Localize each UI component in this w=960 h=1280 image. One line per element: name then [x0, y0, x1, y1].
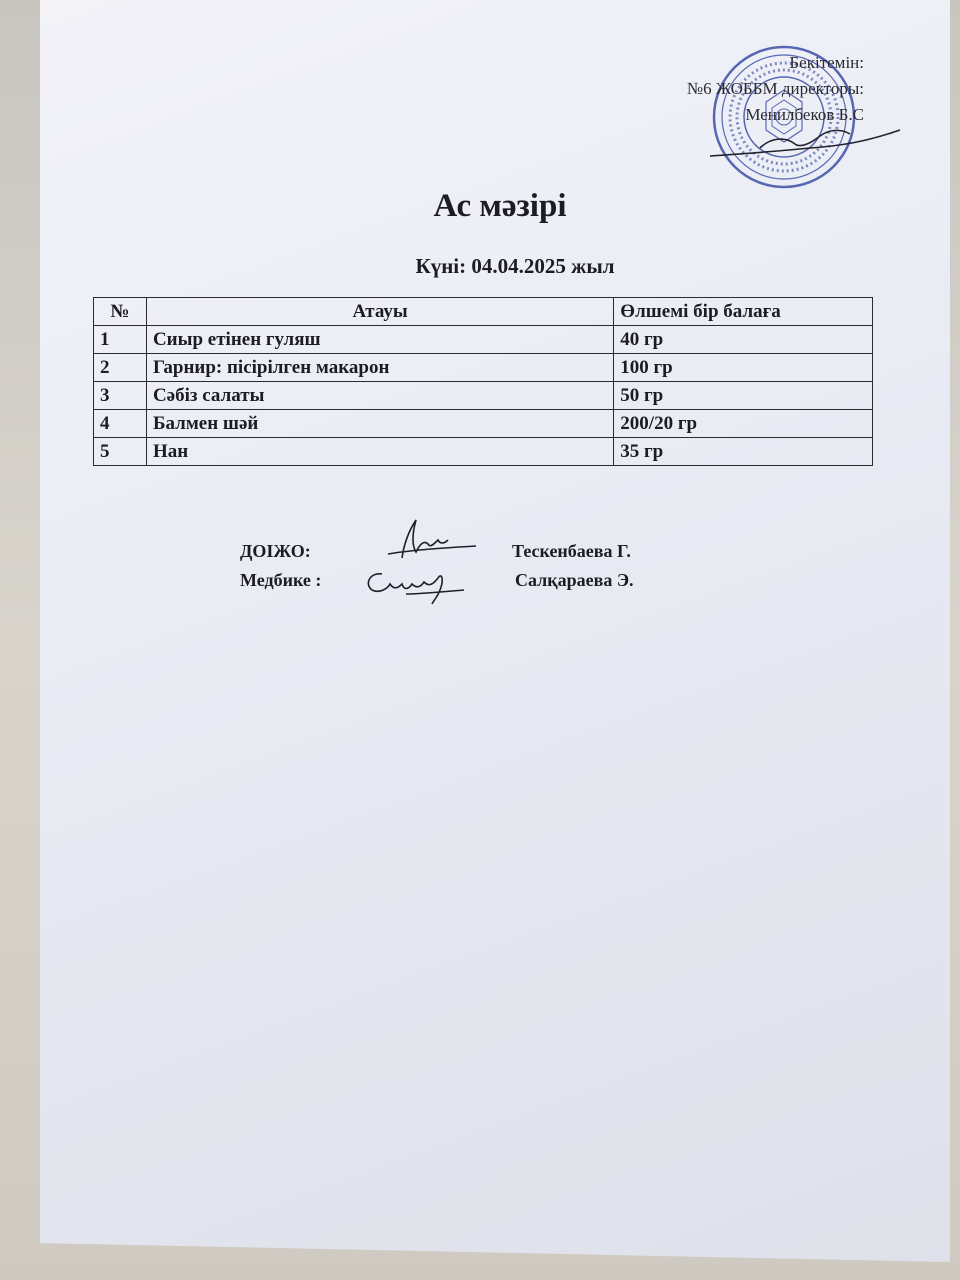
row-number: 5 [94, 438, 147, 466]
signer2-signature [360, 560, 470, 610]
signer2-name: Салқараева Э. [515, 570, 634, 590]
row-quantity: 35 гр [614, 438, 873, 466]
approval-name: Менилбеков Б.С [745, 105, 864, 124]
row-dish-name: Сәбіз салаты [146, 382, 613, 410]
table-row [94, 410, 873, 438]
row-dish-name: Балмен шәй [146, 410, 613, 438]
table-header-row [94, 298, 873, 326]
row-quantity: 100 гр [614, 354, 873, 382]
row-dish-name: Гарнир: пісірілген макарон [146, 354, 613, 382]
menu-table [93, 297, 873, 466]
table-row [94, 438, 873, 466]
table-row [94, 382, 873, 410]
approval-block [687, 50, 864, 128]
approval-label: Бекітемін: [789, 53, 864, 72]
row-quantity: 40 гр [614, 326, 873, 354]
row-number: 4 [94, 410, 147, 438]
row-quantity: 200/20 гр [614, 410, 873, 438]
table-row [94, 326, 873, 354]
header-number: № [94, 298, 147, 326]
signer1-name: Тескенбаева Г. [512, 541, 631, 561]
table-row [94, 354, 873, 382]
approval-position: №6 ЖОББМ директоры: [686, 79, 864, 98]
row-number: 2 [94, 354, 147, 382]
header-quantity: Өлшемі бір балаға [614, 298, 873, 326]
signer2-role: Медбике : [240, 570, 322, 590]
row-number: 1 [94, 326, 147, 354]
document-title: Ас мәзірі [433, 188, 567, 224]
row-number: 3 [94, 382, 147, 410]
row-quantity: 50 гр [614, 382, 873, 410]
signer1-role: ДОІЖО: [240, 541, 311, 561]
header-name: Атауы [146, 298, 613, 326]
row-dish-name: Нан [146, 438, 613, 466]
document-date: Күні: 04.04.2025 жыл [415, 254, 615, 278]
signer1-signature [382, 514, 482, 564]
row-dish-name: Сиыр етінен гуляш [146, 326, 613, 354]
